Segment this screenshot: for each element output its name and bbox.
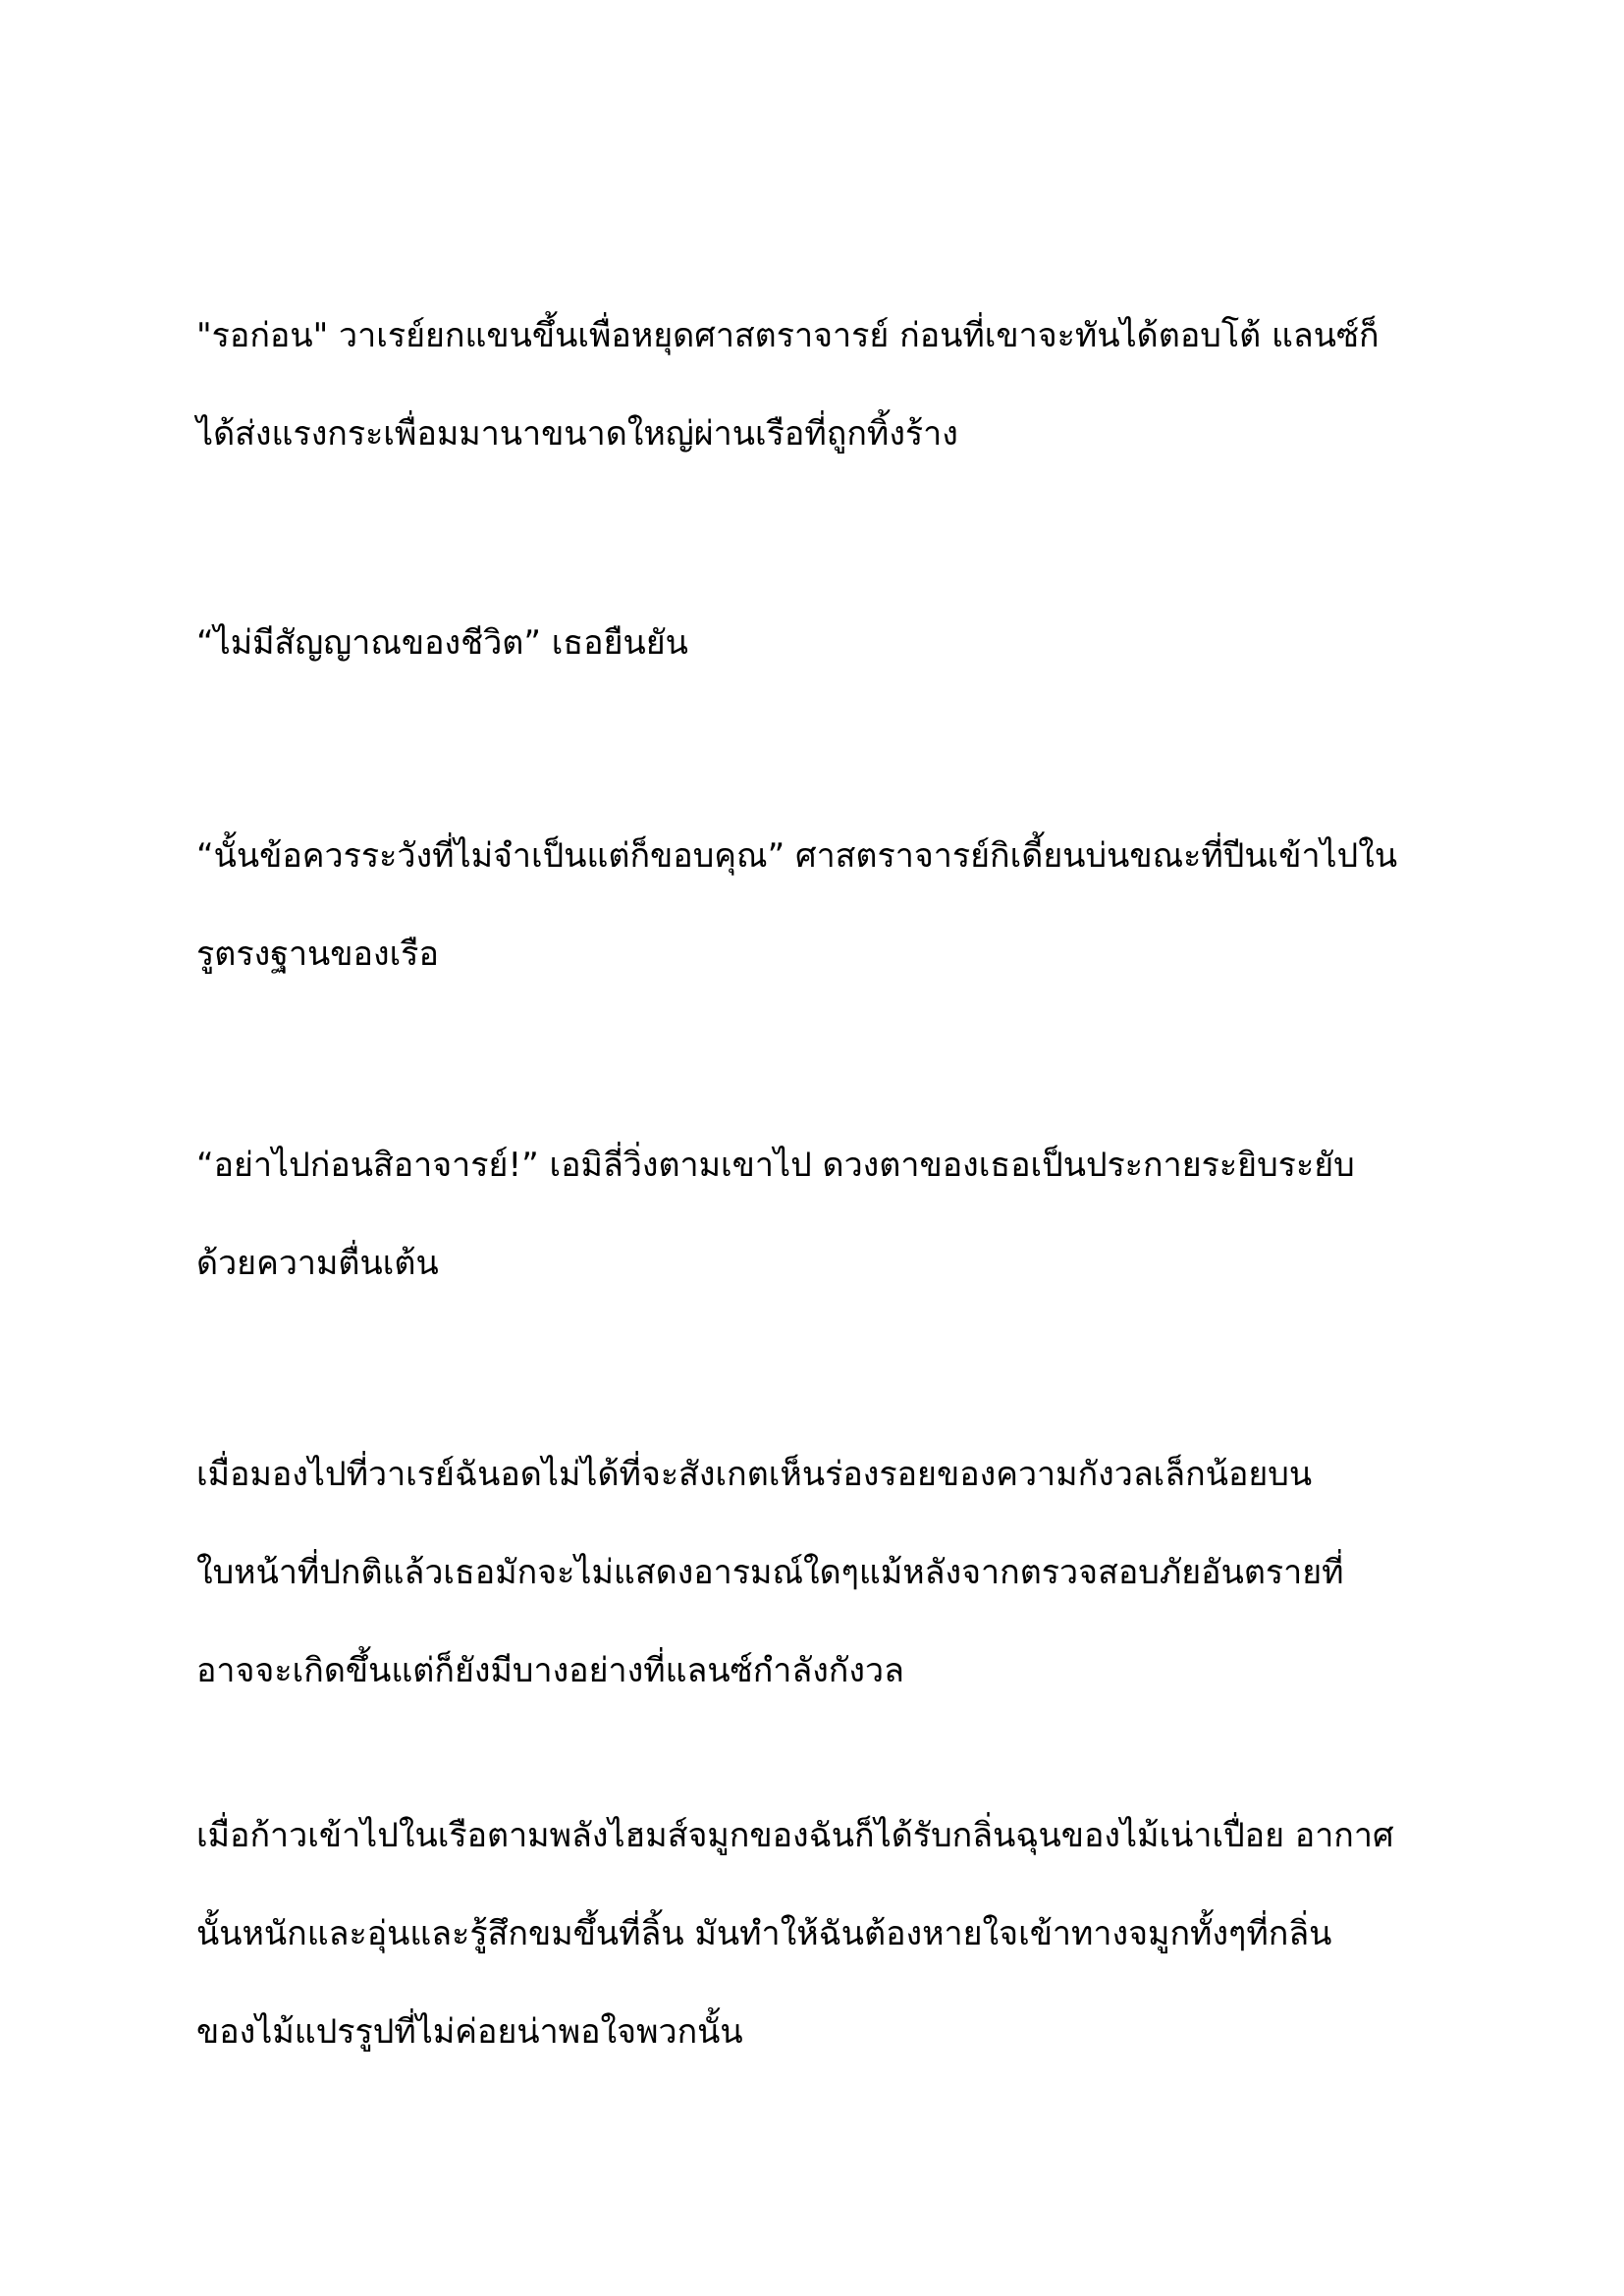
paragraph-1: [196, 287, 1443, 483]
text-line: อาจจะเกิดขึ้นแต่ก็ยังมีบางอย่างที่แลนซ์กำลังกังวล: [196, 1651, 904, 1690]
text-line: เมื่อก้าวเข้าไปในเรือตามพลังไฮมส์จมูกของฉันก็ได้รับกลิ่นฉุนของไม้เน่าเปื่อย อากาศ: [196, 1816, 1394, 1855]
text-line: "รอก่อน" วาเรย์ยกแขนขึ้นเพื่อหยุดศาสตราจารย์ ก่อนที่เขาจะทันได้ตอบโต้ แลนซ์ก็: [196, 316, 1380, 355]
text-line: ด้วยความตื่นเต้น: [196, 1244, 439, 1283]
paragraph-2: [196, 594, 1443, 692]
paragraph-6: [196, 1787, 1443, 2081]
paragraph-4: [196, 1116, 1443, 1312]
text-line: “นั้นข้อควรระวังที่ไม่จำเป็นแต่ก็ขอบคุณ” ศาสตราจารย์กิเดี้ยนบ่นขณะที่ปีนเข้าไปใน: [196, 836, 1398, 876]
text-line: “ไม่มีสัญญาณของชีวิต” เธอยืนยัน: [196, 623, 688, 663]
text-line: นั้นหนักและอุ่นและรู้สึกขมขึ้นที่ลิ้น มันทำให้ฉันต้องหายใจเข้าทางจมูกทั้งๆที่กลิ่น: [196, 1914, 1332, 1953]
text-line: ได้ส่งแรงกระเพื่อมมานาขนาดใหญ่ผ่านเรือที่ถูกทิ้งร้าง: [196, 414, 958, 454]
text-line: เมื่อมองไปที่วาเรย์ฉันอดไม่ได้ที่จะสังเกตเห็นร่องรอยของความกังวลเล็กน้อยบน: [196, 1455, 1313, 1494]
text-line: ของไม้แปรรูปที่ไม่ค่อยน่าพอใจพวกนั้น: [196, 2012, 743, 2052]
paragraph-5: [196, 1425, 1443, 1720]
text-line: ใบหน้าที่ปกติแล้วเธอมักจะไม่แสดงอารมณ์ใดๆแม้หลังจากตรวจสอบภัยอันตรายที่: [196, 1553, 1344, 1592]
paragraph-3: [196, 807, 1443, 1003]
text-line: รูตรงฐานของเรือ: [196, 934, 439, 974]
text-line: “อย่าไปก่อนสิอาจารย์!” เอมิลี่วิ่งตามเขาไป ดวงตาของเธอเป็นประกายระยิบระยับ: [196, 1146, 1355, 1185]
